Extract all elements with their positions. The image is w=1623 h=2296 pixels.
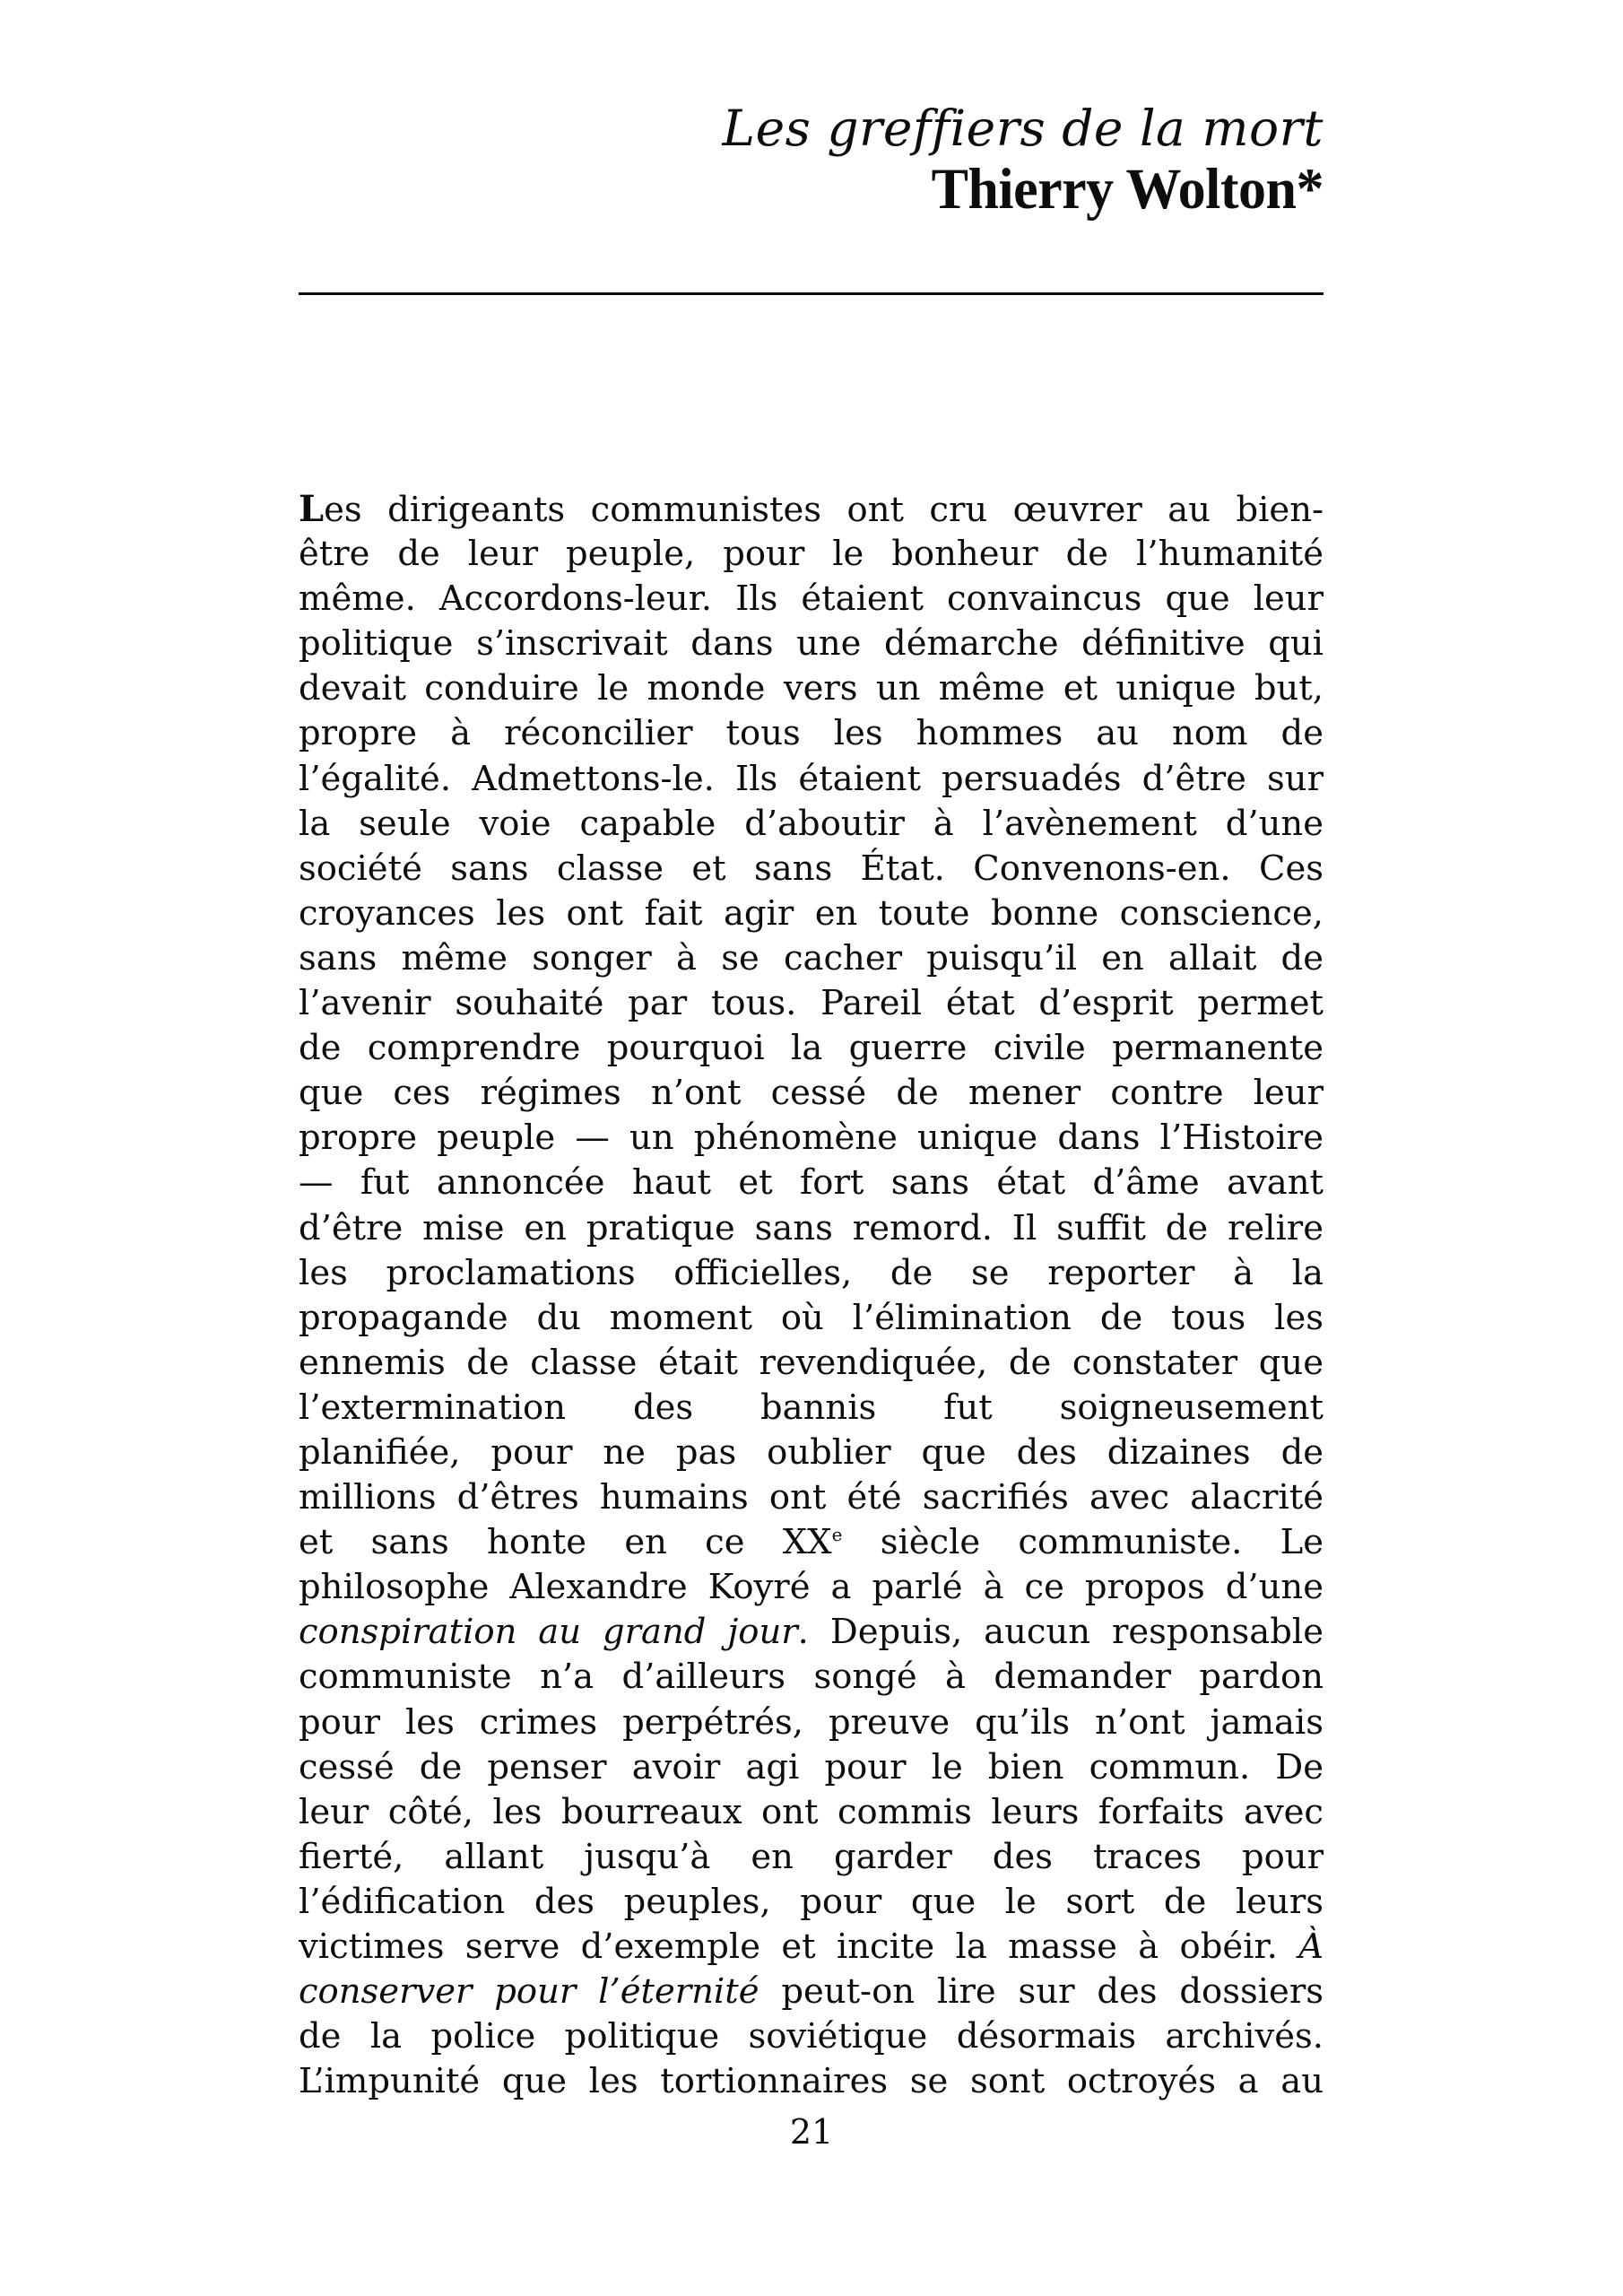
text-segment: sans même songer à se cacher puisqu’il en allait de [299,937,1324,978]
text-segment: d’être mise en pratique sans remord. Il suffit de relire [299,1207,1324,1248]
text-line [299,1520,1324,1565]
text-line [299,1970,1324,2014]
text-line [299,711,1324,756]
text-segment: propre peuple — un phénomène unique dans l’Histoire [299,1118,1324,1159]
text-line [299,847,1324,891]
text-segment: société sans classe et sans État. Convenons-en. Ces [299,848,1324,889]
page-header [299,97,1324,222]
text-line [299,487,1324,532]
text-line [299,1610,1324,1655]
text-segment: pour les crimes perpétrés, preuve qu’ils n’ont jamais [299,1701,1324,1743]
text-segment: . Depuis, aucun responsable [797,1612,1324,1653]
text-segment: l’égalité. Admettons-le. Ils étaient persuadés d’être sur [299,758,1324,799]
text-segment: la seule voie capable d’aboutir à l’avènement d’une [299,803,1324,844]
article-title: Les greffiers de la mort [722,100,1324,157]
text-line [299,1161,1324,1205]
text-line [299,577,1324,622]
text-segment: l’extermination des bannis fut soigneusement [299,1387,1324,1428]
text-segment: l’édification des peuples, pour que le sort de leurs [299,1881,1324,1922]
text-line [299,532,1324,577]
text-line [299,1026,1324,1071]
text-line [299,1565,1324,1610]
text-segment: fierté, allant jusqu’à en garder des traces pour [299,1836,1324,1877]
text-line [299,1655,1324,1700]
text-segment: planifiée, pour ne pas oublier que des dizaines de [299,1431,1324,1473]
text-segment: — fut annoncée haut et fort sans état d’âme avant [299,1162,1324,1204]
text-line [299,1116,1324,1161]
text-line [299,622,1324,666]
text-line [299,1296,1324,1341]
text-segment: politique s’inscrivait dans une démarche définitive qui [299,623,1324,665]
text-line [299,1700,1324,1745]
text-segment: millions d’êtres humains ont été sacrifiés avec alacrité [299,1477,1324,1518]
text-line [299,2014,1324,2059]
text-segment: de la police politique soviétique désormais archivés. [299,2016,1324,2057]
article-author: Thierry Wolton* [931,157,1324,222]
text-line [299,936,1324,981]
text-line [299,1880,1324,1925]
superscript: e [831,1524,843,1546]
text-segment: es dirigeants communistes ont cru œuvrer au bien- [324,490,1324,530]
text-line [299,1431,1324,1475]
text-segment: et sans honte en ce XX [299,1522,832,1563]
text-segment: que ces régimes n’ont cessé de mener contre leur [299,1073,1324,1114]
dropcap-letter: L [299,488,325,530]
header-divider [299,292,1324,295]
text-line [299,666,1324,711]
text-segment: de comprendre pourquoi la guerre civile permanente [299,1028,1324,1069]
text-line [299,2059,1324,2104]
text-line [299,1790,1324,1835]
text-line [299,1475,1324,1520]
article-body [299,487,1324,2104]
text-segment: les proclamations officielles, de se reporter à la [299,1252,1324,1293]
text-segment: ennemis de classe était revendiquée, de constater que [299,1342,1324,1383]
text-line [299,1925,1324,1970]
text-segment: cessé de penser avoir agi pour le bien commun. De [299,1746,1324,1787]
text-line [299,1835,1324,1880]
text-line [299,891,1324,936]
text-segment: propagande du moment où l’élimination de tous les [299,1297,1324,1338]
text-segment: propre à réconcilier tous les hommes au nom de [299,713,1324,754]
text-line [299,802,1324,847]
text-segment: communiste n’a d’ailleurs songé à demander pardon [299,1657,1324,1698]
italic-phrase: À [1298,1926,1324,1967]
text-segment: leur côté, les bourreaux ont commis leurs forfaits avec [299,1791,1324,1832]
text-segment: l’avenir souhaité par tous. Pareil état d’esprit permet [299,983,1324,1024]
text-segment: peut-on lire sur des dossiers [759,1971,1324,2013]
text-segment: être de leur peuple, pour le bonheur de l’humanité [299,534,1324,575]
italic-phrase: conspiration au grand jour [299,1612,798,1653]
text-line [299,1341,1324,1386]
text-line [299,1745,1324,1790]
text-line [299,1251,1324,1296]
text-line [299,1386,1324,1431]
text-segment: victimes serve d’exemple et incite la masse à obéir. [299,1926,1299,1967]
text-line [299,1071,1324,1116]
text-line [299,981,1324,1026]
page-number: 21 [789,2112,834,2152]
text-segment: même. Accordons-leur. Ils étaient convaincus que leur [299,578,1324,620]
text-segment: croyances les ont fait agir en toute bonne conscience, [299,892,1324,934]
text-segment: L’impunité que les tortionnaires se sont octroyés a au [299,2061,1324,2102]
text-line [299,1206,1324,1251]
italic-phrase: conserver pour l’éternité [299,1971,759,2013]
text-segment: philosophe Alexandre Koyré a parlé à ce propos d’une [299,1567,1324,1608]
text-segment: siècle communiste. Le [842,1522,1324,1563]
text-line [299,757,1324,802]
text-segment: devait conduire le monde vers un même et unique but, [299,668,1324,709]
